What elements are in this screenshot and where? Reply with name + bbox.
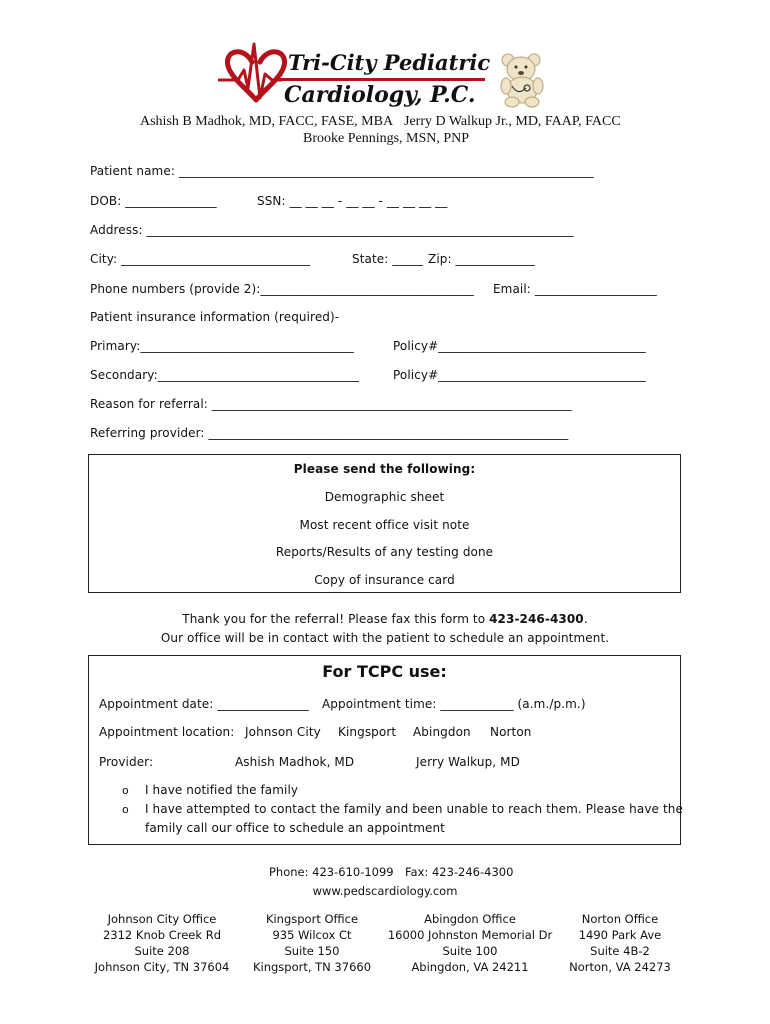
office-street: 1490 Park Ave	[578, 928, 662, 942]
appointment-location-label: Appointment location:	[99, 725, 235, 739]
doctor-pennings: Brooke Pennings, MSN, PNP	[303, 131, 470, 146]
tcpc-use-box	[88, 655, 681, 845]
city-field[interactable]: City: _______________________________	[90, 252, 311, 266]
thank-you-line-2: Our office will be in contact with the patient to schedule an appointment.	[160, 631, 610, 645]
address-field[interactable]: Address: ______________________________________________________________________	[90, 223, 574, 237]
provider-madhok[interactable]: Ashish Madhok, MD	[235, 755, 355, 769]
primary-insurance-field[interactable]: Primary:___________________________________	[90, 339, 354, 353]
insurance-heading: Patient insurance information (required)-	[90, 310, 340, 324]
office-city: Kingsport, TN 37660	[252, 960, 372, 974]
footer-phone: Phone: 423-610-1099	[269, 865, 394, 879]
office-street: 2312 Knob Creek Rd	[102, 928, 221, 942]
fax-number: 423-246-4300	[489, 612, 584, 626]
secondary-insurance-field[interactable]: Secondary:_________________________________	[90, 368, 360, 382]
location-johnson-city[interactable]: Johnson City	[245, 725, 321, 739]
notified-family-text: I have notified the family	[145, 783, 299, 797]
office-kingsport	[227, 911, 397, 975]
state-field[interactable]: State: _____	[352, 252, 423, 266]
office-city: Norton, VA 24273	[569, 960, 671, 974]
doctor-madhok: Ashish B Madhok, MD, FACC, FASE, MBA	[140, 114, 394, 129]
office-suite: Suite 208	[134, 944, 190, 958]
office-suite: Suite 150	[284, 944, 340, 958]
secondary-policy-field[interactable]: Policy#__________________________________	[393, 368, 646, 382]
location-kingsport[interactable]: Kingsport	[338, 725, 397, 739]
referring-provider-field[interactable]: Referring provider: ___________________________________________________________	[90, 426, 569, 440]
dob-field[interactable]: DOB: _______________	[90, 194, 217, 208]
teddy-bear-icon	[498, 52, 546, 108]
referral-reason-field[interactable]: Reason for referral: ___________________________________________________________	[90, 397, 572, 411]
office-name: Norton Office	[581, 912, 659, 926]
patient-name-field[interactable]: Patient name: ____________________________________________________________________	[90, 164, 594, 178]
appointment-time-field[interactable]: Appointment time: ____________ (a.m./p.m.)	[322, 697, 586, 711]
office-city: Johnson City, TN 37604	[94, 960, 230, 974]
phone-field[interactable]: Phone numbers (provide 2):___________________________________	[90, 282, 474, 296]
logo-line-2: Cardiology, P.C.	[284, 82, 476, 108]
office-johnson-city	[77, 911, 247, 975]
location-norton[interactable]: Norton	[490, 725, 532, 739]
location-abingdon[interactable]: Abingdon	[413, 725, 471, 739]
send-item-insurance: Copy of insurance card	[314, 573, 455, 587]
office-city: Abingdon, VA 24211	[411, 960, 529, 974]
zip-field[interactable]: Zip: _____________	[428, 252, 535, 266]
office-name: Johnson City Office	[107, 912, 217, 926]
footer-website[interactable]: www.pedscardiology.com	[312, 884, 458, 898]
office-street: 935 Wilcox Ct	[272, 928, 352, 942]
logo-line-1: Tri-City Pediatric	[288, 50, 491, 75]
office-norton	[535, 911, 705, 975]
thank-you-line-1	[0, 612, 770, 626]
checkbox-notified[interactable]: o	[122, 784, 129, 797]
send-item-demographic: Demographic sheet	[324, 490, 445, 504]
office-suite: Suite 100	[442, 944, 498, 958]
checkbox-attempted[interactable]: o	[122, 803, 129, 816]
ssn-field[interactable]: SSN: __ __ __ - __ __ - __ __ __ __	[257, 194, 448, 208]
office-abingdon	[385, 911, 555, 975]
send-item-visit-note: Most recent office visit note	[299, 518, 470, 532]
provider-walkup[interactable]: Jerry Walkup, MD	[416, 755, 520, 769]
email-field[interactable]: Email: ____________________	[493, 282, 657, 296]
send-item-testing: Reports/Results of any testing done	[275, 545, 494, 559]
office-street: 16000 Johnston Memorial Dr	[387, 928, 553, 942]
office-suite: Suite 4B-2	[590, 944, 650, 958]
send-documents-title: Please send the following:	[293, 462, 476, 476]
thank-you-period: .	[583, 612, 588, 626]
thank-you-text: Thank you for the referral! Please fax this form to	[182, 612, 490, 626]
attempted-contact-text-1: I have attempted to contact the family and been unable to reach them. Please have the	[145, 802, 683, 816]
primary-policy-field[interactable]: Policy#__________________________________	[393, 339, 646, 353]
attempted-contact-text-2: family call our office to schedule an appointment	[145, 821, 445, 835]
provider-label: Provider:	[99, 755, 154, 769]
footer-fax: Fax: 423-246-4300	[405, 865, 514, 879]
office-name: Abingdon Office	[424, 912, 516, 926]
tcpc-title: For TCPC use:	[322, 662, 447, 681]
doctor-walkup: Jerry D Walkup Jr., MD, FAAP, FACC	[404, 114, 621, 129]
appointment-date-field[interactable]: Appointment date: _______________	[99, 697, 309, 711]
office-name: Kingsport Office	[265, 912, 359, 926]
